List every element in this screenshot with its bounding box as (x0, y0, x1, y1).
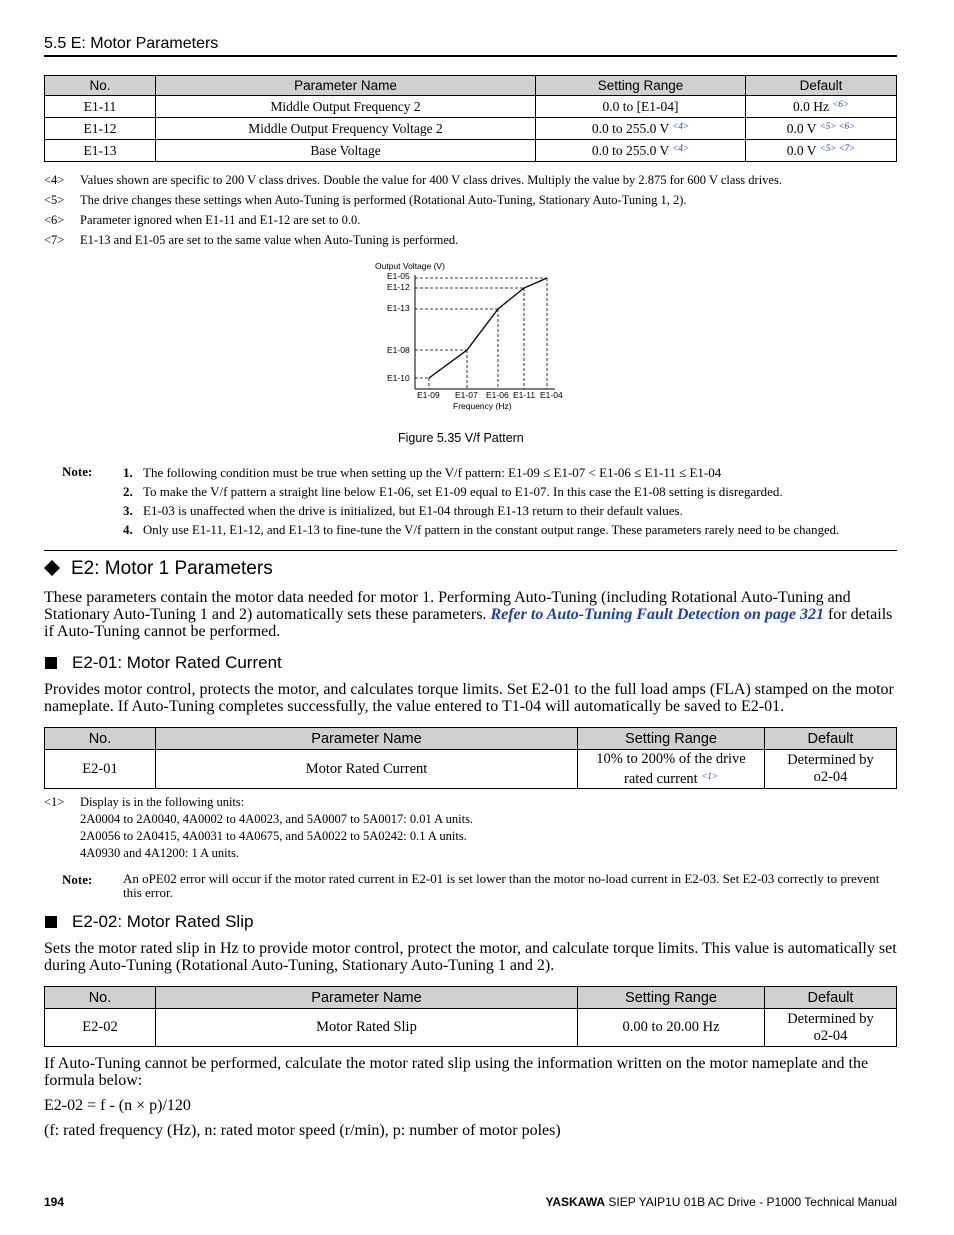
range-text: 0.0 to [E1-04] (602, 98, 679, 114)
footnote-text: Parameter ignored when E1-11 and E1-12 are set to 0.0. (80, 213, 361, 227)
footnote-key: <5> (44, 193, 65, 207)
note-list (123, 464, 903, 540)
footnote (44, 233, 458, 248)
footnote-line: 4A0930 and 4A1200: 1 A units. (80, 846, 240, 860)
y-tick-label: E1-12 (387, 282, 410, 292)
range-text: 0.0 to 255.0 V (591, 120, 670, 136)
range-line: rated current (624, 770, 698, 787)
range-text: 0.0 to 255.0 V (591, 142, 670, 158)
formula-legend: (f: rated frequency (Hz), n: rated motor speed (r/min), p: number of motor poles) (44, 1122, 561, 1139)
footnote-ref-link[interactable]: <6> (832, 98, 850, 109)
diamond-bullet-icon (44, 560, 60, 576)
cell-no: E1-11 (45, 96, 156, 118)
note-label: Note: (62, 872, 93, 887)
e2-01-parameter-table (44, 727, 897, 789)
table-row (45, 1009, 897, 1047)
note-number: 1. (123, 465, 133, 480)
manual-name: SIEP YAIP1U 01B AC Drive - P1000 Technical Manual (608, 1195, 897, 1209)
note-number: 4. (123, 522, 133, 537)
note-item (123, 464, 903, 483)
e1-parameter-table (44, 75, 897, 162)
intro-text: These parameters contain the motor data needed for motor 1. Performing Auto-Tuning (including Rotational Auto-Tuning and Stationary Auto-Tuning 1 and 2) automatically sets these parameters. (44, 589, 851, 623)
cell-range (536, 140, 746, 162)
slip-formula: E2-02 = f - (n × p)/120 (44, 1097, 191, 1114)
footnote-text: Values shown are specific to 200 V class drives. Double the value for 400 V class drives. Multiply the value by 2.875 for 600 V class drives. (80, 173, 782, 187)
cross-reference-link[interactable]: Refer to Auto-Tuning Fault Detection on page 321 (490, 606, 824, 623)
footer-manual-title (545, 1195, 897, 1209)
e2-02-parameter-table (44, 986, 897, 1047)
cell-range (536, 96, 746, 118)
note-item (123, 483, 903, 502)
y-tick-label: E1-08 (387, 345, 410, 355)
cell-range (578, 750, 765, 789)
default-line: o2-04 (813, 769, 848, 785)
section-header: 5.5 E: Motor Parameters (44, 35, 219, 52)
footnote-key: <7> (44, 233, 65, 247)
default-line: Determined by (787, 752, 874, 768)
note-text: Only use E1-11, E1-12, and E1-13 to fine-tune the V/f pattern in the constant output range. These parameters rarely need to be changed. (143, 523, 840, 537)
x-axis-label: Frequency (Hz) (453, 401, 512, 411)
footnote (44, 173, 782, 188)
section-title-e2: E2: Motor 1 Parameters (71, 558, 273, 579)
x-tick-label: E1-04 (540, 390, 563, 400)
vf-curve (429, 278, 547, 378)
table-row (45, 140, 897, 162)
page-number: 194 (44, 1195, 65, 1209)
col-header-range: Setting Range (578, 987, 765, 1009)
cell-default (746, 140, 897, 162)
cell-no: E1-13 (45, 140, 156, 162)
cell-no: E1-12 (45, 118, 156, 140)
cell-no: E2-01 (45, 750, 156, 789)
footnote-key: <4> (44, 173, 65, 187)
footnote (44, 213, 360, 228)
default-line: Determined by (787, 1010, 874, 1027)
footnote-text: The drive changes these settings when Auto-Tuning is performed (Rotational Auto-Tuning, Stationary Auto-Tuning 1, 2). (80, 193, 687, 207)
col-header-no: No. (45, 728, 156, 750)
note-item (123, 502, 903, 521)
range-line: 10% to 200% of the drive (596, 750, 746, 767)
footnote-ref-link[interactable]: <5> <7> (819, 142, 856, 153)
intro-text: for details if Auto-Tuning cannot be performed. (44, 606, 893, 640)
slip-calculation-text: If Auto-Tuning cannot be performed, calculate the motor rated slip using the information written on the motor nameplate and the formula below: (44, 1055, 869, 1089)
col-header-range: Setting Range (578, 728, 765, 750)
vf-pattern-figure (360, 255, 590, 415)
section-divider (44, 550, 897, 551)
table-header-row (45, 76, 897, 96)
e2-intro (44, 589, 899, 640)
default-text: 0.0 Hz (792, 98, 829, 114)
y-tick-label: E1-05 (387, 271, 410, 281)
table-row (45, 750, 897, 789)
header-rule (44, 55, 897, 57)
note-number: 2. (123, 484, 133, 499)
guide-lines (415, 278, 547, 389)
footnote-line: 2A0056 to 2A0415, 4A0031 to 4A0675, and 5A0022 to 5A0242: 0.1 A units. (80, 829, 467, 843)
default-text: 0.0 V (786, 120, 817, 136)
square-bullet-icon (45, 916, 57, 928)
cell-default (765, 750, 897, 789)
y-tick-label: E1-10 (387, 373, 410, 383)
default-text: 0.0 V (786, 142, 817, 158)
footnote-text: E1-13 and E1-05 are set to the same value when Auto-Tuning is performed. (80, 233, 459, 247)
x-tick-label: E1-06 (486, 390, 509, 400)
col-header-range: Setting Range (536, 76, 746, 96)
footnote (44, 193, 687, 208)
cell-range: 0.00 to 20.00 Hz (578, 1009, 765, 1047)
e2-02-description: Sets the motor rated slip in Hz to provide motor control, protect the motor, and calculate torque limits. This value is automatically set during Auto-Tuning (Rotational Auto-Tuning, Stationary Auto-Tuning 1 and 2). (44, 940, 897, 974)
x-tick-label: E1-07 (455, 390, 478, 400)
footnote-line: 2A0004 to 2A0040, 4A0002 to 4A0023, and 5A0007 to 5A0017: 0.01 A units. (80, 812, 474, 826)
cell-default (746, 118, 897, 140)
cell-name: Motor Rated Slip (156, 1009, 578, 1047)
col-header-name: Parameter Name (156, 76, 536, 96)
footnote-key: <1> (44, 795, 65, 809)
x-tick-label: E1-09 (417, 390, 440, 400)
col-header-default: Default (765, 987, 897, 1009)
x-tick-label: E1-11 (513, 390, 536, 400)
default-line: o2-04 (813, 1027, 848, 1044)
table-row (45, 118, 897, 140)
footnote-ref-link[interactable]: <1> (701, 770, 718, 781)
note-label: Note: (62, 464, 93, 479)
note-text: E1-03 is unaffected when the drive is initialized, but E1-04 through E1-13 return to their default values. (143, 503, 683, 518)
table-header-row (45, 728, 897, 750)
col-header-name: Parameter Name (156, 728, 578, 750)
note-item (123, 521, 903, 540)
cell-default (765, 1009, 897, 1047)
col-header-name: Parameter Name (156, 987, 578, 1009)
table-row (45, 96, 897, 118)
cell-name: Middle Output Frequency Voltage 2 (156, 118, 536, 140)
cell-range (536, 118, 746, 140)
note-text: An oPE02 error will occur if the motor rated current in E2-01 is set lower than the motor no-load current in E2-03. Set E2-03 correctly to prevent this error. (123, 871, 880, 900)
cell-name: Motor Rated Current (156, 750, 578, 789)
footnote-text: Display is in the following units: (80, 795, 245, 809)
cell-default (746, 96, 897, 118)
col-header-default: Default (765, 728, 897, 750)
brand-name: YASKAWA (545, 1195, 606, 1209)
y-tick-label: E1-13 (387, 303, 410, 313)
cell-name: Base Voltage (156, 140, 536, 162)
footnote (44, 795, 244, 810)
footnote-ref-link[interactable]: <5> <6> (819, 120, 856, 131)
subsection-title-e2-02: E2-02: Motor Rated Slip (72, 912, 254, 931)
y-axis-label: Output Voltage (V) (375, 261, 445, 271)
col-header-no: No. (45, 987, 156, 1009)
footnote-ref-link[interactable]: <4> (672, 120, 690, 131)
cell-name: Middle Output Frequency 2 (156, 96, 536, 118)
note-text: To make the V/f pattern a straight line below E1-06, set E1-09 equal to E1-07. In this case the E1-08 setting is disregarded. (143, 484, 783, 499)
square-bullet-icon (45, 657, 57, 669)
note-text: The following condition must be true when setting up the V/f pattern: E1-09 ≤ E1-07 < E1-06 ≤ E1-11 ≤ E1-04 (143, 465, 722, 480)
subsection-title-e2-01: E2-01: Motor Rated Current (72, 653, 282, 672)
col-header-default: Default (746, 76, 897, 96)
note-number: 3. (123, 503, 133, 518)
figure-caption: Figure 5.35 V/f Pattern (398, 431, 524, 445)
footnote-key: <6> (44, 213, 65, 227)
table-header-row (45, 987, 897, 1009)
footnote-ref-link[interactable]: <4> (672, 142, 690, 153)
cell-no: E2-02 (45, 1009, 156, 1047)
e2-01-description: Provides motor control, protects the motor, and calculates torque limits. Set E2-01 to the full load amps (FLA) stamped on the motor nameplate. If Auto-Tuning completes successfully, the value entered to T1-04 will automatically be saved to E2-01. (44, 681, 894, 715)
col-header-no: No. (45, 76, 156, 96)
